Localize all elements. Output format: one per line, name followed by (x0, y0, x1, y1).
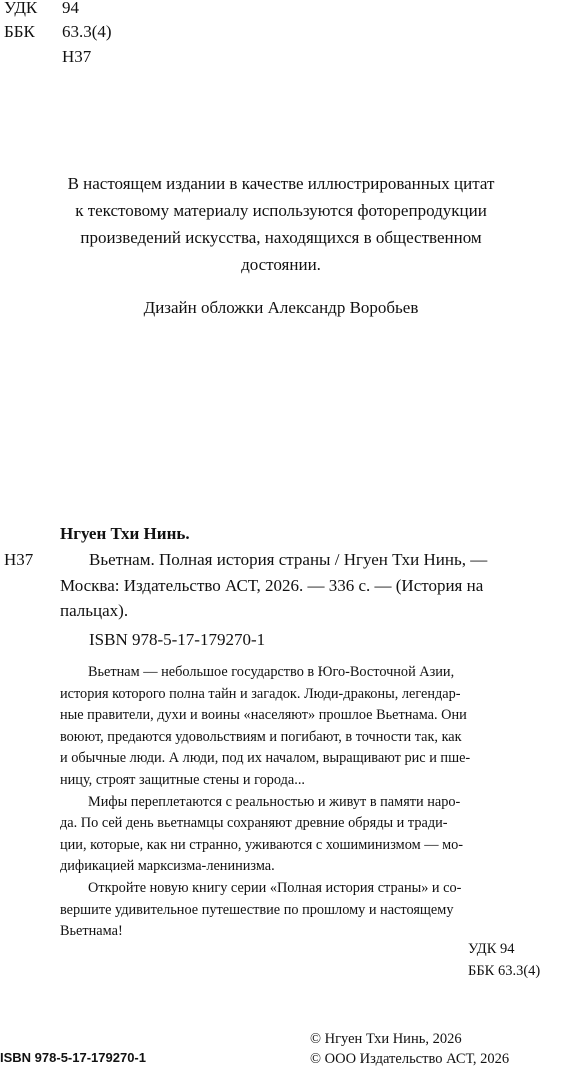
catalog-isbn: ISBN 978-5-17-179270-1 (89, 630, 266, 649)
notice-line: В настоящем издании в качестве иллюстрированных цитат (67, 174, 495, 193)
annotation-line: ные правители, духи и воины «населяют» прошлое Вьетнама. Они (60, 707, 467, 724)
public-domain-notice (0, 170, 562, 278)
copyright-author: © Нгуен Тхи Нинь, 2026 (310, 1031, 462, 1047)
annotation-line: да. По сей день вьетнамцы сохраняют древние обряды и тради- (60, 815, 448, 832)
annotation-line: воюют, предаются удовольствиям и погибают, в точности так, как (60, 728, 462, 745)
bbk-label: ББК (4, 22, 35, 41)
author-sign-top: Н37 (62, 47, 92, 66)
annotation-line: дификацией марксизма-ленинизма. (60, 858, 275, 875)
annotation-line: ницу, строят защитные стены и города... (60, 771, 305, 788)
annotation-line: Вьетнам — небольшое государство в Юго-Восточной Азии, (88, 664, 455, 680)
udk-label: УДК (4, 0, 38, 17)
annotation-line: и обычные люди. А люди, под их началом, выращивают рис и пше- (60, 750, 471, 767)
catalog-description-line: Москва: Издательство АСТ, 2026. — 336 с. — (История на (60, 576, 484, 595)
footer-isbn: ISBN 978-5-17-179270-1 (0, 1050, 146, 1065)
catalog-description-line: пальцах). (60, 601, 129, 620)
annotation-line: ции, которые, как ни странно, уживаются с хошиминизмом — мо- (60, 836, 464, 853)
annotation-line: Мифы переплетаются с реальностью и живут в памяти наро- (88, 793, 461, 810)
catalog-description-line: Вьетнам. Полная история страны / Нгуен Тхи Нинь, — (89, 550, 488, 569)
notice-line: произведений искусства, находящихся в общественном (80, 228, 482, 247)
annotation-line: история которого полна тайн и загадок. Люди-драконы, легендар- (60, 685, 461, 702)
annotation-line: Вьетнама! (60, 923, 123, 940)
index-bbk: ББК 63.3(4) (468, 963, 541, 979)
annotation-line: Откройте новую книгу серии «Полная история страны» и со- (88, 879, 462, 896)
notice-line: к текстовому материалу используются фоторепродукции (75, 201, 487, 220)
bbk-value: 63.3(4) (62, 22, 112, 41)
catalog-author-sign: Н37 (4, 550, 34, 569)
catalog-author-heading: Нгуен Тхи Нинь. (60, 524, 190, 543)
udk-value: 94 (62, 0, 79, 17)
book-annotation (60, 662, 562, 943)
cover-designer-credit: Дизайн обложки Александр Воробьев (143, 298, 419, 317)
index-udk: УДК 94 (468, 941, 515, 957)
notice-line: достоянии. (241, 255, 321, 274)
copyright-publisher: © ООО Издательство АСТ, 2026 (310, 1051, 510, 1067)
annotation-line: вершите удивительное путешествие по прошлому и настоящему (60, 901, 454, 918)
